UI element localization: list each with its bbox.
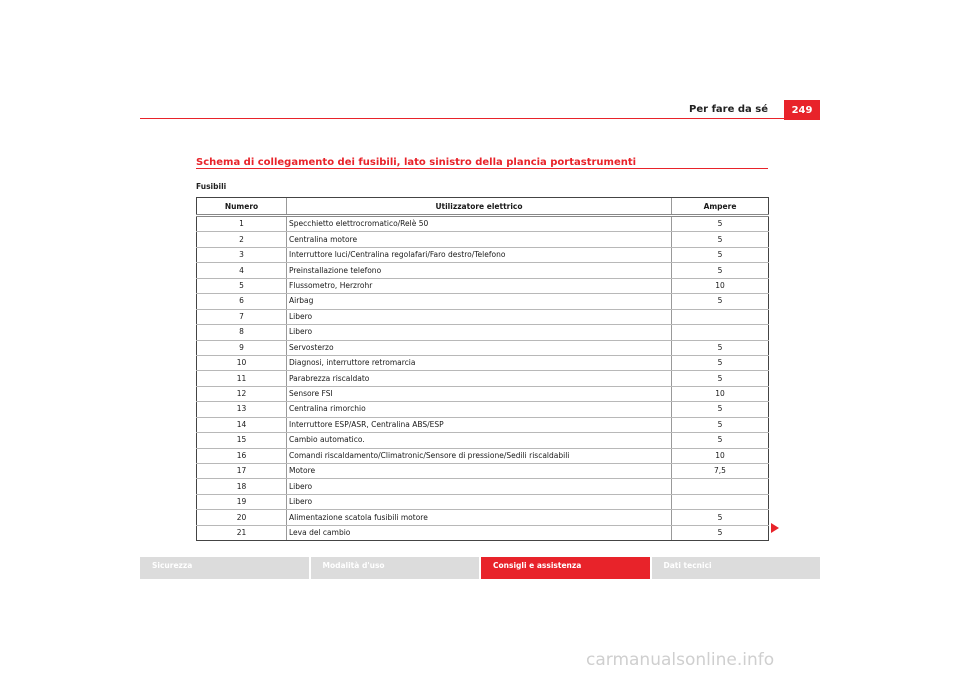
fuse-ampere: 5 [672,247,769,262]
table-row [197,479,769,494]
next-page-arrow-icon[interactable] [771,523,779,533]
table-row [197,325,769,340]
tab-consigli-assistenza[interactable]: Consigli e assistenza [481,557,650,579]
fuse-table-body [197,216,769,541]
fuse-user: Flussometro, Herzrohr [287,278,672,293]
table-row [197,448,769,463]
fuse-ampere: 5 [672,294,769,309]
fuse-number: 4 [197,263,287,278]
fuse-number: 8 [197,325,287,340]
fuse-number: 21 [197,525,287,540]
fuse-number: 10 [197,355,287,370]
table-row [197,402,769,417]
fuse-number: 9 [197,340,287,355]
table-row [197,371,769,386]
header-divider [140,118,820,119]
fuse-user: Comandi riscaldamento/Climatronic/Sensore di pressione/Sedili riscaldabili [287,448,672,463]
fuse-user: Centralina rimorchio [287,402,672,417]
tab-dati-tecnici[interactable]: Dati tecnici [652,557,821,579]
fuse-ampere: 5 [672,417,769,432]
table-row [197,417,769,432]
fuse-ampere: 5 [672,263,769,278]
fuse-user: Interruttore luci/Centralina regolafari/Faro destro/Telefono [287,247,672,262]
fuse-number: 2 [197,232,287,247]
fuse-number: 13 [197,402,287,417]
fuse-number: 15 [197,433,287,448]
table-row [197,510,769,525]
fuse-user: Libero [287,494,672,509]
tab-modalita-uso[interactable]: Modalità d'uso [311,557,480,579]
header-user: Utilizzatore elettrico [287,198,672,216]
fuse-user: Interruttore ESP/ASR, Centralina ABS/ESP [287,417,672,432]
footer-nav [140,557,820,579]
fuse-ampere: 5 [672,525,769,540]
fuse-ampere [672,479,769,494]
fuse-user: Airbag [287,294,672,309]
header-number: Numero [197,198,287,216]
fuse-number: 11 [197,371,287,386]
fuse-ampere: 5 [672,355,769,370]
fuse-user: Cambio automatico. [287,433,672,448]
fuse-user: Centralina motore [287,232,672,247]
table-row [197,525,769,540]
fuse-number: 12 [197,386,287,401]
fuse-number: 18 [197,479,287,494]
fuse-ampere: 5 [672,340,769,355]
fuse-number: 7 [197,309,287,324]
fuse-ampere [672,309,769,324]
fuse-ampere: 5 [672,510,769,525]
fuse-number: 6 [197,294,287,309]
fuse-user: Leva del cambio [287,525,672,540]
fuse-number: 14 [197,417,287,432]
fuse-ampere: 5 [672,433,769,448]
fuse-user: Libero [287,479,672,494]
fuse-ampere [672,325,769,340]
table-row [197,309,769,324]
table-row [197,294,769,309]
fuse-ampere: 7,5 [672,464,769,479]
fuse-ampere: 5 [672,371,769,386]
fuse-user: Specchietto elettrocromatico/Relè 50 [287,216,672,232]
fuse-ampere: 10 [672,386,769,401]
tab-sicurezza[interactable]: Sicurezza [140,557,309,579]
table-row [197,494,769,509]
table-row [197,232,769,247]
fuse-user: Alimentazione scatola fusibili motore [287,510,672,525]
fuse-user: Sensore FSI [287,386,672,401]
fuse-user: Preinstallazione telefono [287,263,672,278]
fuse-ampere: 10 [672,278,769,293]
fuse-user: Diagnosi, interruttore retromarcia [287,355,672,370]
section-title: Schema di collegamento dei fusibili, lato sinistro della plancia portastrumenti [196,157,637,168]
fuse-ampere [672,494,769,509]
fuse-number: 20 [197,510,287,525]
fuse-user: Parabrezza riscaldato [287,371,672,386]
fuse-number: 17 [197,464,287,479]
table-row [197,263,769,278]
header-title: Per fare da sé [689,104,768,115]
section-subtitle: Fusibili [196,182,227,191]
fuse-number: 3 [197,247,287,262]
table-row [197,340,769,355]
fuse-ampere: 10 [672,448,769,463]
page-number: 249 [784,100,820,120]
fuse-number: 1 [197,216,287,232]
fuse-user: Libero [287,309,672,324]
table-row [197,278,769,293]
fuse-user: Motore [287,464,672,479]
fuse-user: Libero [287,325,672,340]
watermark: carmanualsonline.info [586,650,775,670]
title-divider [196,168,768,169]
table-row [197,355,769,370]
table-row [197,247,769,262]
header-ampere: Ampere [672,198,769,216]
fuse-ampere: 5 [672,216,769,232]
fuse-number: 19 [197,494,287,509]
fuse-ampere: 5 [672,232,769,247]
fuse-table [196,197,769,541]
table-header-row [197,198,769,216]
fuse-ampere: 5 [672,402,769,417]
table-row [197,386,769,401]
fuse-user: Servosterzo [287,340,672,355]
table-row [197,216,769,232]
fuse-number: 5 [197,278,287,293]
fuse-number: 16 [197,448,287,463]
table-row [197,464,769,479]
table-row [197,433,769,448]
